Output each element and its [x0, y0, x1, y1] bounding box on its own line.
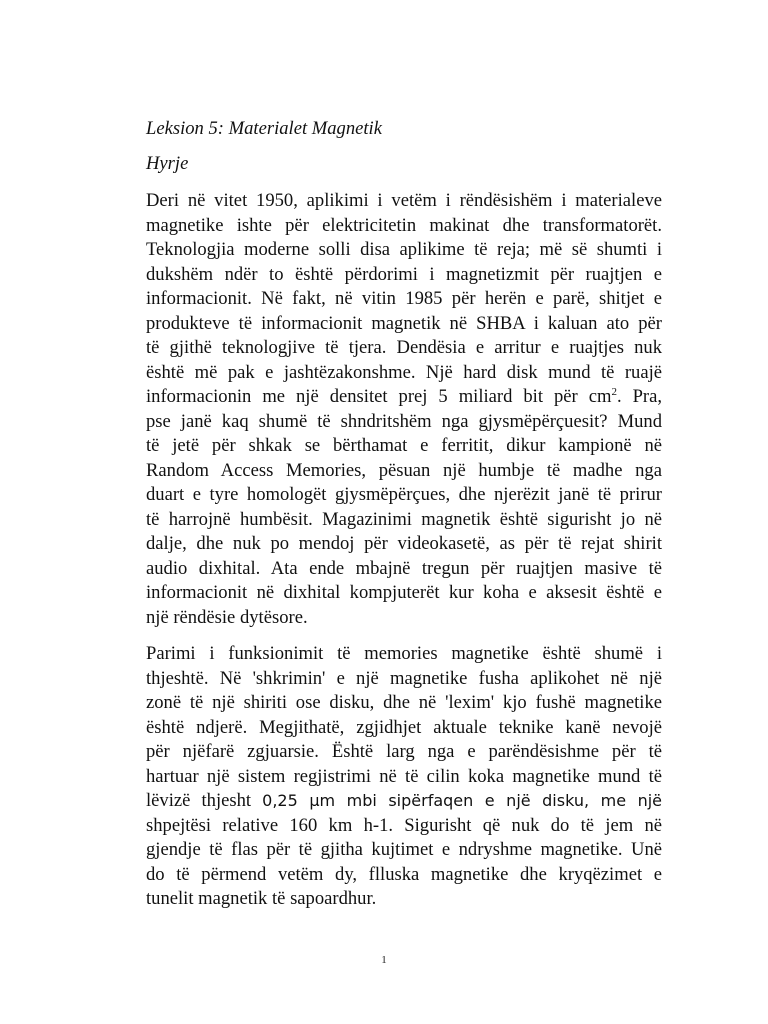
text-line: për njëfarë zgjuarsie. Është larg nga e parëndësishme për të: [146, 741, 662, 762]
paragraph-principle: [146, 642, 662, 912]
document-page: [146, 112, 662, 912]
text-line: thjeshtë. Në 'shkrimin' e një magnetike fusha aplikohet në një: [146, 667, 662, 689]
text-fragment: informacionin me një densitet prej 5 miliard bit për cm: [146, 386, 612, 407]
section-heading: Hyrje: [146, 153, 189, 174]
text-line: zonë të një shiriti ose disku, dhe në 'lexim' kjo fushë magnetike: [146, 692, 662, 713]
text-line: gjendje të flas për të gjitha kujtimet e ndryshme magnetike. Unë: [146, 839, 662, 860]
text-line-with-superscript: [146, 385, 662, 410]
text-line: të gjithë teknologjive të tjera. Dendësia e arritur e ruajtjes nuk: [146, 337, 662, 358]
text-line: Deri në vitet 1950, aplikimi i vetëm i rëndësishëm i materialeve: [146, 190, 662, 211]
text-line: hartuar një sistem regjistrimi në të cilin koka magnetike mund të: [146, 765, 662, 787]
text-line: Teknologjia moderne solli disa aplikime të reja; më së shumti i: [146, 239, 662, 260]
page-number: 1: [381, 954, 387, 966]
text-line: duart e tyre homologët gjysmëpërçues, dhe njerëzit janë të prirur: [146, 484, 662, 505]
text-line: pse janë kaq shumë të shndritshëm nga gjysmëpërçuesit? Mund: [146, 410, 662, 432]
text-fragment-sans: 0,25 μm mbi sipërfaqen e një disku, me një: [262, 791, 662, 810]
lesson-title: Leksion 5: Materialet Magnetik: [146, 118, 382, 139]
paragraph-intro: [146, 189, 662, 630]
text-line: Parimi i funksionimit të memories magnetike është shumë i: [146, 643, 662, 664]
text-line: një rëndësie dytësore.: [146, 606, 308, 628]
text-line: audio dixhital. Ata ende mbajnë tregun për ruajtjen masive të: [146, 557, 662, 579]
text-line: shpejtësi relative 160 km h-1. Sigurisht që nuk do të jem në: [146, 814, 662, 836]
text-line: produkteve të informacionit magnetik në SHBA i kaluan ato për: [146, 312, 662, 334]
text-fragment: . Pra,: [616, 386, 663, 407]
text-line: do të përmend vetëm dy, flluska magnetike dhe kryqëzimet e: [146, 863, 662, 885]
text-fragment: lëvizë thjesht: [146, 790, 263, 811]
text-line: të harrojnë humbësit. Magazinimi magnetik është sigurisht jo në: [146, 508, 662, 530]
text-line: është më pak e jashtëzakonshme. Një hard disk mund të ruajë: [146, 361, 662, 383]
text-line: informacionit. Në fakt, në vitin 1985 për herën e parë, shitjet e: [146, 288, 662, 309]
text-line: dukshëm ndër to është përdorimi i magnetizmit për ruajtjen e: [146, 263, 662, 285]
text-line: është ndjerë. Megjithatë, zgjidhjet aktuale teknike kanë nevojë: [146, 716, 662, 738]
text-line: të jetë për shkak se bërthamat e ferritit, dikur kampionë në: [146, 435, 662, 456]
text-line: informacionit në dixhital kompjuterët kur koha e aksesit është e: [146, 582, 662, 603]
text-line: dalje, dhe nuk po mendoj për videokasetë, as për të rejat shirit: [146, 533, 662, 554]
text-line: Random Access Memories, pësuan një humbje të madhe nga: [146, 459, 662, 481]
text-line: tunelit magnetik të sapoardhur.: [146, 888, 377, 909]
text-line-mixed-font: [146, 789, 662, 814]
text-line: magnetike ishte për elektricitetin makinat dhe transformatorët.: [146, 214, 662, 236]
superscript: 2: [611, 385, 617, 398]
